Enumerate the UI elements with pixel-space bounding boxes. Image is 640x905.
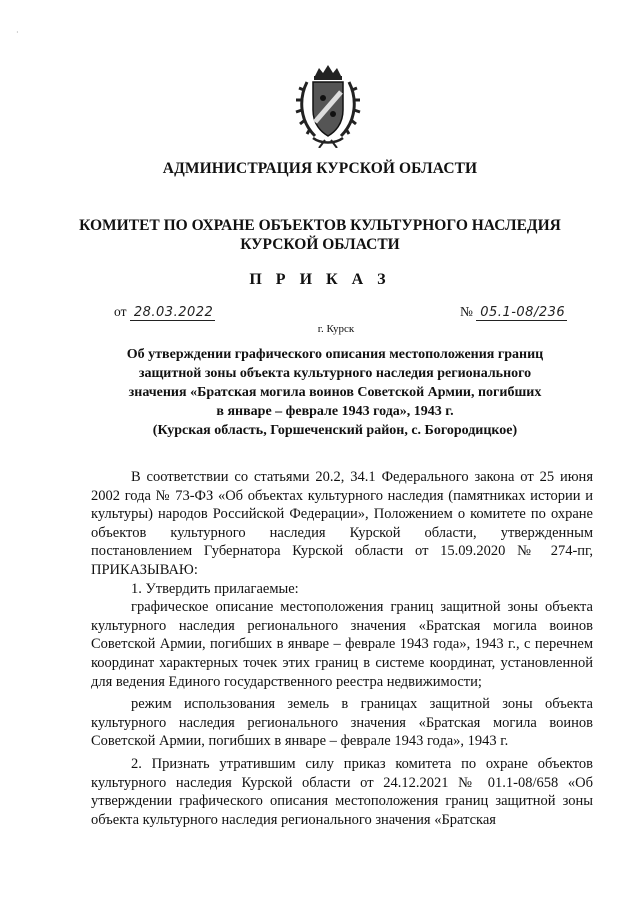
number-prefix: № [460, 304, 473, 319]
order-date [114, 304, 215, 320]
title-line: защитной зоны объекта культурного наследия регионального [138, 366, 532, 381]
handwritten-number: 05.1-08/236 [476, 305, 567, 321]
body-paragraph: графическое описание местоположения границ защитной зоны объекта культурного наследия регионального значения «Братская могила воинов Советской Армии, погибших в январе – феврале 1943 года», 1943 г., с перечнем координат характерных точек этих границ в системе координат, установленной для ведения Единого государственного реестра недвижимости; [91, 599, 593, 690]
committee-heading [0, 216, 640, 254]
body-paragraph: В соответствии со статьями 20.2, 34.1 Федерального закона от 25 июня 2002 года № 73-ФЗ «Об объектах культурного наследия (памятниках истории и культуры) народов Российской Федерации», Положением о комитете по охране объектов культурного наследия Курской области, утвержденным постановлением Губернатора Курской области от 15.09.2020 № 274-пг, ПРИКАЗЫВАЮ: [91, 469, 593, 578]
committee-heading-line1: КОМИТЕТ ПО ОХРАНЕ ОБЪЕКТОВ КУЛЬТУРНОГО НАСЛЕДИЯ [79, 217, 561, 234]
order-number [460, 304, 567, 320]
title-line: Об утверждении графического описания местоположения границ [126, 347, 544, 362]
body-paragraph: 2. Признать утратившим силу приказ комитета по охране объектов культурного наследия Курской области от 24.12.2021 № 01.1-08/658 «Об утверждении графического описания местоположения границ защитной зоны объекта культурного наследия регионального значения «Братская [91, 755, 593, 828]
handwritten-date: 28.03.2022 [130, 305, 215, 321]
document-body [91, 468, 593, 829]
kursk-coat-of-arms-icon [295, 62, 361, 148]
city-label: г. Курск [317, 323, 355, 335]
scan-mark: · [16, 28, 19, 37]
title-line: значения «Братская могила воинов Советской Армии, погибших [128, 385, 542, 400]
document-type-heading: П Р И К А З [249, 271, 391, 288]
body-paragraph: 1. Утвердить прилагаемые: [131, 580, 299, 597]
body-paragraph: режим использования земель в границах защитной зоны объекта культурного наследия регионального значения «Братская могила воинов Советской Армии, погибших в январе – феврале 1943 года», 1943 г. [91, 696, 593, 750]
administration-heading: АДМИНИСТРАЦИЯ КУРСКОЙ ОБЛАСТИ [162, 160, 478, 177]
date-prefix: от [114, 304, 127, 319]
title-line: в январе – феврале 1943 года», 1943 г. [216, 404, 454, 419]
document-title [80, 345, 590, 440]
title-line: (Курская область, Горшеченский район, с. Богородицкое) [152, 423, 518, 438]
committee-heading-line2: КУРСКОЙ ОБЛАСТИ [240, 236, 400, 253]
